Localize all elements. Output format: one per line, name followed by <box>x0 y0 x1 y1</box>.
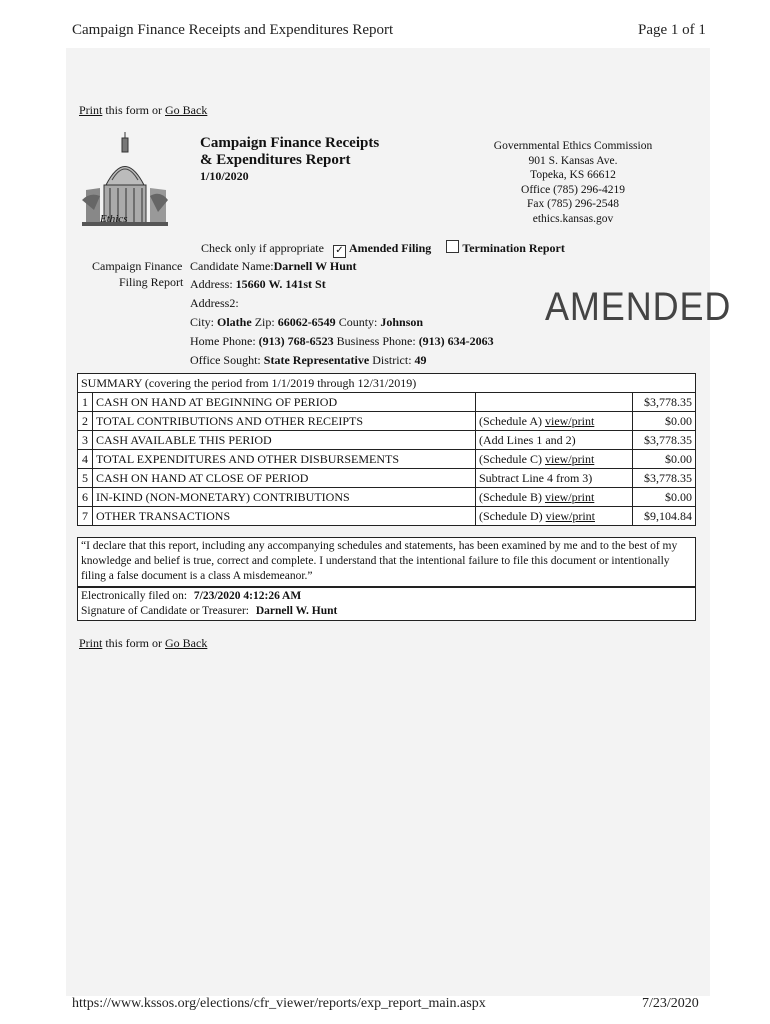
row-number: 1 <box>78 393 93 412</box>
page-number: Page 1 of 1 <box>638 22 706 38</box>
amended-label: Amended Filing <box>348 241 432 255</box>
table-row <box>78 412 696 431</box>
row-number: 6 <box>78 488 93 507</box>
zip-value: 66062-6549 <box>277 315 336 329</box>
commission-fax: Fax (785) 296-2548 <box>527 198 619 210</box>
office-label: Office Sought: <box>190 353 261 367</box>
row-schedule: Subtract Line 4 from 3) <box>476 469 633 488</box>
print-date: 7/23/2020 <box>642 996 699 1011</box>
side-label-line2: Filing Report <box>119 275 184 289</box>
signature-label: Signature of Candidate or Treasurer: <box>81 605 249 617</box>
view-print-link-schedule-b[interactable]: view/print <box>544 489 595 504</box>
check-prompt: Check only if appropriate <box>201 241 324 255</box>
address-value: 15660 W. 141st St <box>235 277 326 291</box>
business-phone-value: (913) 634-2063 <box>418 334 494 348</box>
candidate-name: Darnell W Hunt <box>273 259 357 273</box>
filed-row <box>81 589 692 604</box>
top-nav <box>79 103 207 118</box>
filed-label: Electronically filed on: <box>81 590 188 602</box>
amended-checkbox[interactable]: ✓ <box>333 245 346 258</box>
row-number: 3 <box>78 431 93 450</box>
zip-label: Zip: <box>254 315 275 329</box>
county-label: County: <box>338 315 378 329</box>
business-phone-label: Business Phone: <box>336 334 416 348</box>
summary-header-row <box>78 374 696 393</box>
report-date: 1/10/2020 <box>200 169 249 183</box>
side-label-line1: Campaign Finance <box>92 259 183 273</box>
table-row <box>78 450 696 469</box>
summary-table <box>77 373 696 526</box>
row-schedule: (Schedule A) view/print <box>476 412 633 431</box>
print-link-bottom[interactable]: Print <box>79 636 103 650</box>
amended-stamp: AMENDED <box>545 285 732 329</box>
row-amount: $3,778.35 <box>633 393 696 412</box>
row-amount: $0.00 <box>633 488 696 507</box>
office-value: State Representative <box>263 353 370 367</box>
declaration-text: “I declare that this report, including any accompanying schedules and statements, has been examined by me and to the best of my knowledge and belief is true, correct and complete. I understand that the intentional failure to file this document or intentionally filing a false document is a class A misdemeanor.” <box>77 537 696 586</box>
address-label: Address: <box>190 277 233 291</box>
row-number: 7 <box>78 507 93 526</box>
phone-row <box>190 334 494 349</box>
row-label: TOTAL CONTRIBUTIONS AND OTHER RECEIPTS <box>93 412 476 431</box>
row-label: CASH ON HAND AT BEGINNING OF PERIOD <box>93 393 476 412</box>
district-value: 49 <box>414 353 427 367</box>
address2-label: Address2: <box>190 296 239 310</box>
go-back-link[interactable]: Go Back <box>165 103 208 117</box>
city-row <box>190 315 423 330</box>
browser-page-title: Campaign Finance Receipts and Expenditures Report <box>72 22 394 38</box>
filed-value: 7/23/2020 4:12:26 AM <box>193 590 302 602</box>
commission-office-phone: Office (785) 296-4219 <box>521 183 625 196</box>
termination-checkbox[interactable] <box>446 240 459 253</box>
commission-address <box>468 139 678 226</box>
candidate-name-label: Candidate Name: <box>190 259 274 273</box>
check-row <box>201 240 565 258</box>
table-row <box>78 488 696 507</box>
district-label: District: <box>372 353 412 367</box>
table-row <box>78 431 696 450</box>
signature-row <box>81 604 692 619</box>
table-row <box>78 393 696 412</box>
commission-street: 901 S. Kansas Ave. <box>528 154 618 167</box>
row-number: 2 <box>78 412 93 431</box>
signature-value: Darnell W. Hunt <box>255 605 338 617</box>
view-print-link-schedule-d[interactable]: view/print <box>545 508 595 523</box>
row-amount: $3,778.35 <box>633 431 696 450</box>
view-print-link-schedule-a[interactable]: view/print <box>544 413 595 428</box>
row-amount: $0.00 <box>633 450 696 469</box>
row-schedule: (Schedule D) view/print <box>476 507 633 526</box>
county-value: Johnson <box>380 315 424 329</box>
nav-text: this form or <box>102 103 166 117</box>
row-schedule <box>476 393 633 412</box>
commission-name: Governmental Ethics Commission <box>493 140 653 152</box>
print-link[interactable]: Print <box>79 103 103 117</box>
row-label: TOTAL EXPENDITURES AND OTHER DISBURSEMENTS <box>93 450 476 469</box>
office-row <box>190 353 427 368</box>
row-number: 4 <box>78 450 93 469</box>
row-schedule: (Schedule B) view/print <box>476 488 633 507</box>
row-label: IN-KIND (NON-MONETARY) CONTRIBUTIONS <box>93 488 476 507</box>
commission-website: ethics.kansas.gov <box>532 212 614 225</box>
commission-city: Topeka, KS 66612 <box>530 169 616 181</box>
row-schedule: (Schedule C) view/print <box>476 450 633 469</box>
row-amount: $9,104.84 <box>633 507 696 526</box>
row-label: CASH ON HAND AT CLOSE OF PERIOD <box>93 469 476 488</box>
row-label: CASH AVAILABLE THIS PERIOD <box>93 431 476 450</box>
page-url: https://www.kssos.org/elections/cfr_viewer/reports/exp_report_main.aspx <box>72 996 486 1011</box>
home-phone-value: (913) 768-6523 <box>258 334 334 348</box>
row-label: OTHER TRANSACTIONS <box>93 507 476 526</box>
summary-header: SUMMARY (covering the period from 1/1/2019 through 12/31/2019) <box>78 374 696 393</box>
city-label: City: <box>190 315 215 329</box>
city-value: Olathe <box>217 315 252 329</box>
go-back-link-bottom[interactable]: Go Back <box>165 636 208 650</box>
row-schedule: (Add Lines 1 and 2) <box>476 431 633 450</box>
row-amount: $3,778.35 <box>633 469 696 488</box>
report-title-line1: Campaign Finance Receipts <box>200 135 380 151</box>
row-amount: $0.00 <box>633 412 696 431</box>
bottom-nav <box>79 636 207 651</box>
view-print-link-schedule-c[interactable]: view/print <box>544 451 595 466</box>
address-row <box>190 277 326 292</box>
report-title-line2: & Expenditures Report <box>200 152 351 168</box>
termination-label: Termination Report <box>462 241 565 255</box>
logo-text: Ethics <box>100 213 128 225</box>
table-row <box>78 469 696 488</box>
row-number: 5 <box>78 469 93 488</box>
table-row <box>78 507 696 526</box>
candidate-name-row <box>190 259 357 274</box>
home-phone-label: Home Phone: <box>190 334 256 348</box>
filing-info <box>77 586 696 621</box>
nav-text-bottom: this form or <box>102 636 166 650</box>
